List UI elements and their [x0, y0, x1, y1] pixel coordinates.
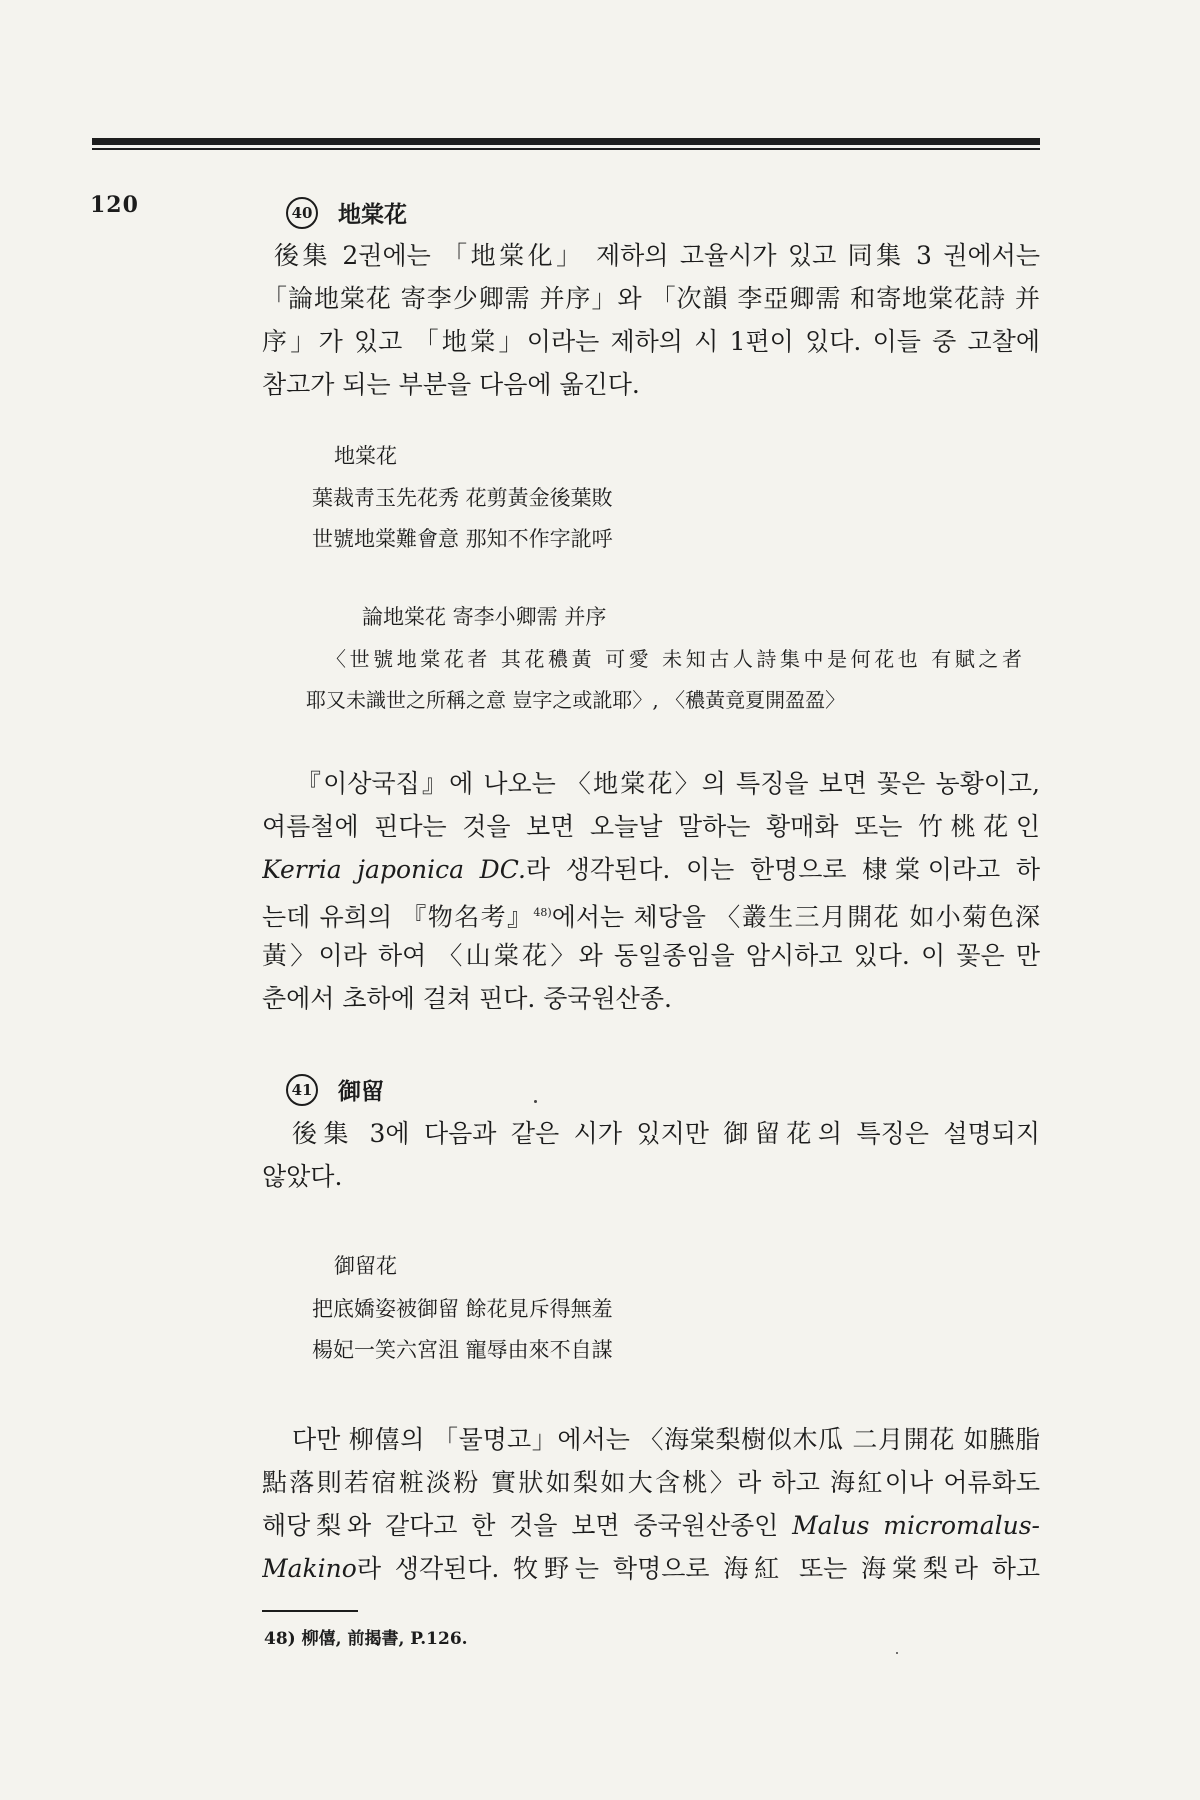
paragraph-line: 後集 3에 다음과 같은 시가 있지만 御留花의 특징은 설명되지 — [292, 1119, 1040, 1148]
paragraph-text: 라 생각된다. 牧野는 학명으로 海紅 또는 海棠梨라 하고 — [356, 1554, 1040, 1583]
section41-intro-paragraph — [262, 1112, 1040, 1198]
paragraph-line: 「論地棠花 寄李少卿需 并序」와 「次韻 李亞卿需 和寄地棠花詩 并 — [262, 284, 1040, 313]
section-heading-41 — [286, 1073, 384, 1106]
paragraph-text: 라 생각된다. 이는 한명으로 棣棠이라고 하 — [525, 855, 1040, 884]
section-number-40: 40 — [286, 197, 318, 229]
paragraph-line — [262, 1547, 1040, 1590]
poem-line: 耶又未識世之所稱之意 豈字之或訛耶〉, 〈穠黃竟夏開盈盈〉 — [306, 688, 846, 712]
poem-line: 葉裁靑玉先花秀 花剪黃金後葉敗 — [312, 486, 613, 510]
poem-title: 地棠花 — [334, 444, 397, 468]
poem-line: 把底嬌姿被御留 餘花見斥得無羞 — [312, 1297, 613, 1321]
paragraph-line: 『이상국집』에 나오는 〈地棠花〉의 특징을 보면 꽃은 농황이고, — [296, 769, 1040, 798]
footnote-ref: 48) — [533, 906, 552, 919]
paragraph-text: 해당梨와 같다고 한 것을 보면 중국원산종인 — [262, 1511, 793, 1540]
paragraph-text: 에서는 체당을 〈叢生三月開花 如小菊色深 — [551, 902, 1040, 932]
paragraph-line: 않았다. — [262, 1162, 343, 1191]
paragraph-line — [262, 848, 1040, 891]
header-rule-thin — [92, 148, 1040, 150]
paragraph-line: 춘에서 초하에 걸쳐 핀다. 중국원산종. — [262, 984, 672, 1013]
paragraph-line: 後集 2권에는 「地棠化」 제하의 고율시가 있고 同集 3 권에서는 — [274, 241, 1040, 270]
paragraph-text: 는데 유희의 『物名考』 — [262, 902, 534, 932]
section-title-40: 地棠花 — [338, 201, 407, 228]
footnote-rule — [262, 1610, 358, 1612]
footnote: 48) 柳僖, 前揭書, P.126. — [264, 1629, 468, 1649]
paragraph-line — [262, 891, 1040, 934]
paragraph-line: 여름철에 핀다는 것을 보면 오늘날 말하는 황매화 또는 竹桃花인 — [262, 812, 1040, 841]
header-rule — [92, 138, 1040, 145]
scientific-name: Malus micromalus- — [792, 1511, 1040, 1540]
scientific-name: Kerria japonica DC. — [262, 855, 526, 884]
poem-line: 楊妃一笑六宮沮 寵辱由來不自謀 — [312, 1338, 613, 1362]
scientific-name: Makino — [262, 1554, 357, 1583]
poem-title: 御留花 — [334, 1254, 397, 1278]
print-speck — [896, 1652, 898, 1654]
print-speck — [534, 1100, 537, 1103]
paragraph-line — [262, 1504, 1040, 1547]
paragraph-line: 다만 柳僖의 「물명고」에서는 〈海棠梨樹似木瓜 二月開花 如臙脂 — [292, 1425, 1040, 1454]
section40-intro-paragraph — [262, 234, 1040, 406]
section41-analysis-paragraph — [262, 1418, 1040, 1590]
section40-analysis-paragraph — [262, 762, 1040, 1020]
section-title-41: 御留 — [338, 1078, 384, 1105]
paragraph-line: 黃〉이라 하여 〈山棠花〉와 동일종임을 암시하고 있다. 이 꽃은 만 — [262, 941, 1040, 970]
poem-line: 〈世號地棠花者 其花穠黃 可愛 未知古人詩集中是何花也 有賦之者 — [326, 647, 1022, 671]
page-number: 120 — [90, 192, 139, 218]
paragraph-line: 참고가 되는 부분을 다음에 옮긴다. — [262, 370, 640, 399]
paragraph-line: 序」가 있고 「地棠」이라는 제하의 시 1편이 있다. 이들 중 고찰에 — [262, 327, 1040, 356]
section-number-41: 41 — [286, 1074, 318, 1106]
poem-line: 世號地棠難會意 那知不作字訛呼 — [312, 527, 613, 551]
section-heading-40 — [286, 196, 407, 229]
paragraph-line: 點落則若宿粧淡粉 實狀如梨如大含桃〉라 하고 海紅이나 어류화도 — [262, 1468, 1040, 1497]
poem-title: 論地棠花 寄李小卿需 并序 — [362, 605, 607, 629]
